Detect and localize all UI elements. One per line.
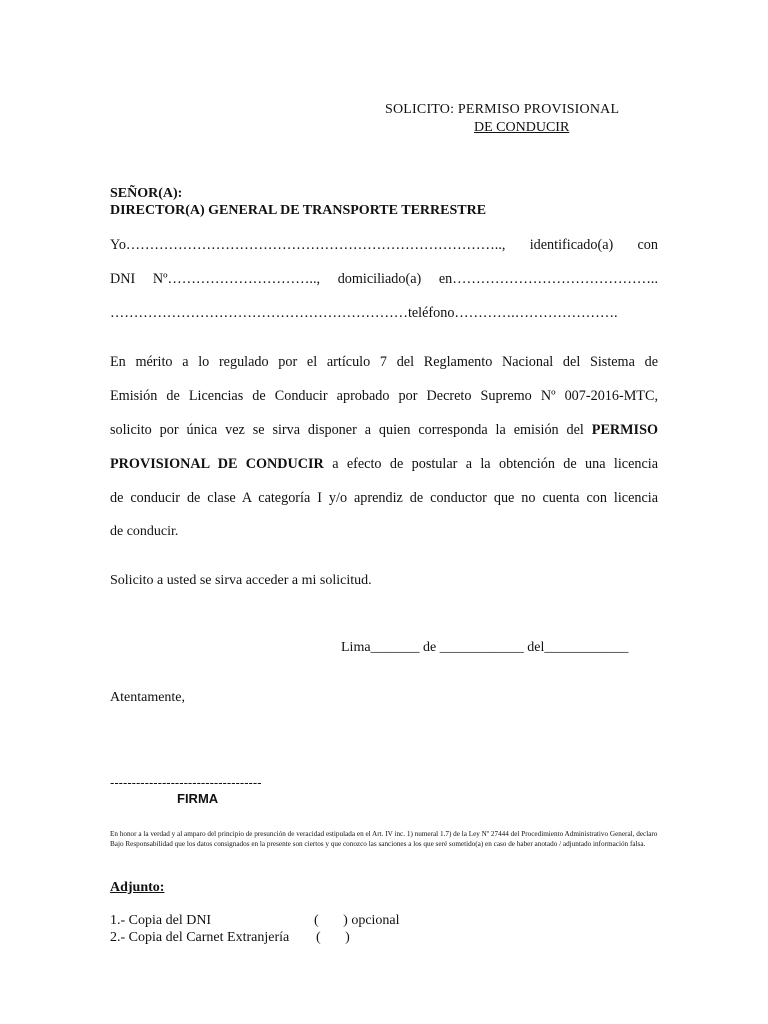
body-line-3-bold: PERMISO bbox=[591, 422, 658, 438]
body-line-2: Emisión de Licencias de Conducir aprobado por Decreto Supremo Nº 007-2016-MTC, bbox=[110, 388, 658, 404]
date-line: Lima_______ de ____________ del____________ bbox=[341, 640, 629, 655]
form-line-dni-address: DNI Nº………………………….., domiciliado(a) en…………………………………….. bbox=[110, 271, 658, 287]
addressee-salutation: SEÑOR(A): bbox=[110, 186, 183, 201]
attachment-item-2-checkbox: ( ) bbox=[316, 930, 350, 945]
signature-line: ----------------------------------- bbox=[110, 775, 262, 790]
attachment-item-1-label: 1.- Copia del DNI bbox=[110, 913, 212, 928]
body-line-4-bold: PROVISIONAL DE CONDUCIR bbox=[110, 456, 324, 472]
body-line-3-text: solicito por única vez se sirva disponer a quien corresponda la emisión del bbox=[110, 422, 584, 438]
request-sentence: Solicito a usted se sirva acceder a mi solicitud. bbox=[110, 573, 372, 588]
body-line-6: de conducir. bbox=[110, 524, 179, 539]
body-line-1: En mérito a lo regulado por el artículo 7 del Reglamento Nacional del Sistema de bbox=[110, 354, 658, 370]
signature-label: FIRMA bbox=[177, 791, 219, 806]
addressee-title: DIRECTOR(A) GENERAL DE TRANSPORTE TERRESTRE bbox=[110, 203, 487, 218]
body-line-4-text: a efecto de postular a la obtención de una licencia bbox=[332, 456, 659, 472]
attachments-title: Adjunto: bbox=[110, 880, 165, 895]
declaration-text: En honor a la verdad y al amparo del principio de presunción de veracidad estipulada en el Art. IV inc. 1) numeral 1.7) de la Ley Nº 27444 del Procedimiento Administrativo General, declaro Bajo Responsabilidad que los datos consignados en la presente son ciertos y que conozco las sanciones a los que seré sometido(a) en caso de haber anotado / adjuntado información falsa. bbox=[110, 830, 658, 848]
request-title-line1: SOLICITO: PERMISO PROVISIONAL bbox=[385, 102, 620, 117]
attachment-item-1-checkbox: ( ) opcional bbox=[314, 913, 400, 928]
request-title-line2: DE CONDUCIR bbox=[474, 120, 570, 135]
form-line-phone: ………………………………………………………teléfono………….…………………. bbox=[110, 305, 618, 321]
body-line-3 bbox=[110, 422, 658, 439]
closing: Atentamente, bbox=[110, 690, 186, 705]
form-line-name: Yo…………………………………………………………………….., identificado(a) con bbox=[110, 237, 658, 253]
body-line-5: de conducir de clase A categoría I y/o aprendiz de conductor que no cuenta con licencia bbox=[110, 490, 658, 506]
body-line-4 bbox=[110, 456, 658, 473]
attachment-item-2-label: 2.- Copia del Carnet Extranjería bbox=[110, 930, 290, 945]
